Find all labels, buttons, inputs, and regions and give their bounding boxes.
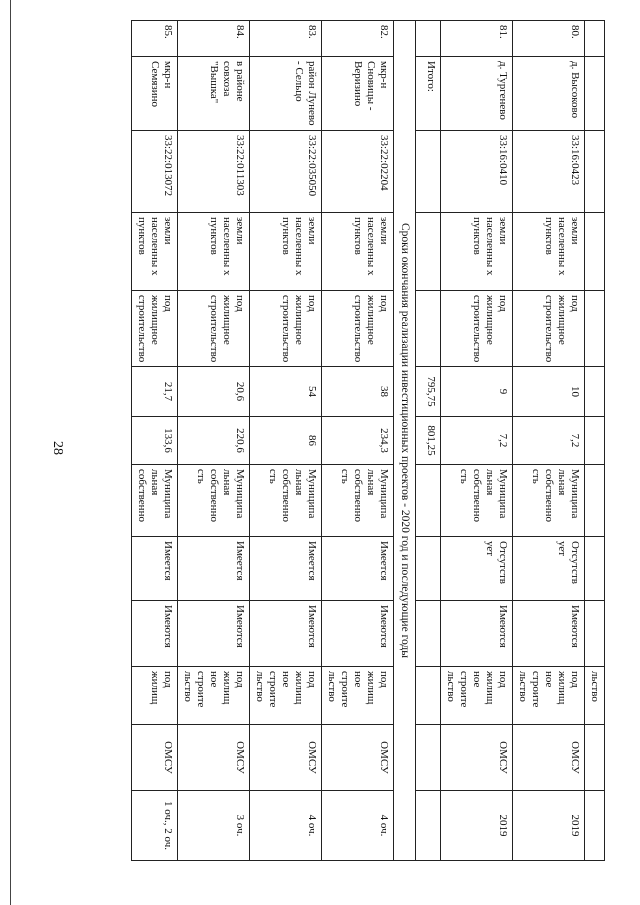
total-value: 801,25 bbox=[416, 417, 441, 465]
land-use: под жилищное строительство bbox=[250, 291, 322, 367]
responsible: ОМСУ bbox=[250, 725, 322, 791]
location-name: д. Высоково bbox=[513, 57, 585, 131]
total-area: 795,75 bbox=[416, 367, 441, 417]
header-fragment: льство bbox=[585, 667, 605, 725]
row-number: 84. bbox=[178, 21, 250, 57]
cadastre-number: 33:22:035050 bbox=[250, 131, 322, 213]
land-use: под жилищное строительство bbox=[322, 291, 394, 367]
ownership: Муниципа льная собственно сть bbox=[441, 465, 513, 537]
table-row bbox=[513, 21, 585, 861]
location-name: мкр-н Сновицы - Веризино bbox=[322, 57, 394, 131]
rotated-table bbox=[105, 20, 605, 860]
value-cell: 7,2 bbox=[513, 417, 585, 465]
total-row bbox=[416, 21, 441, 861]
land-category: земли населенны х пунктов bbox=[513, 213, 585, 291]
infrastructure-2: Имеются bbox=[178, 601, 250, 667]
deadline: 1 оч., 2 оч. bbox=[132, 791, 178, 861]
cadastre-number: 33:22:011303 bbox=[178, 131, 250, 213]
row-number: 81. bbox=[441, 21, 513, 57]
land-use: под жилищное строительство bbox=[178, 291, 250, 367]
purpose: под жилищ ное строите льство bbox=[250, 667, 322, 725]
deadline: 2019 bbox=[441, 791, 513, 861]
value-cell: 234,3 bbox=[322, 417, 394, 465]
section-title: Сроки окончания реализации инвестиционных проектов - 2020 год и последующие годы bbox=[394, 21, 416, 861]
value-cell: 86 bbox=[250, 417, 322, 465]
area-value: 10 bbox=[513, 367, 585, 417]
responsible: ОМСУ bbox=[513, 725, 585, 791]
row-number: 83. bbox=[250, 21, 322, 57]
purpose: под жилищ bbox=[132, 667, 178, 725]
land-category: земли населенны х пунктов bbox=[250, 213, 322, 291]
infrastructure-1: Имеется bbox=[178, 537, 250, 601]
ownership: Муниципа льная собственно сть bbox=[322, 465, 394, 537]
area-value: 38 bbox=[322, 367, 394, 417]
total-label: Итого: bbox=[416, 57, 441, 131]
table-row bbox=[178, 21, 250, 861]
purpose: под жилищ ное строите льство bbox=[322, 667, 394, 725]
responsible: ОМСУ bbox=[132, 725, 178, 791]
ownership: Муниципа льная собственно сть bbox=[513, 465, 585, 537]
ownership: Муниципа льная собственно сть bbox=[250, 465, 322, 537]
location-name: в районе совхоза "Вышка" bbox=[178, 57, 250, 131]
responsible: ОМСУ bbox=[322, 725, 394, 791]
infrastructure-1: Имеется bbox=[322, 537, 394, 601]
area-value: 9 bbox=[441, 367, 513, 417]
cadastre-number: 33:16:0423 bbox=[513, 131, 585, 213]
scan-edge-line bbox=[10, 0, 11, 905]
land-category: земли населенны х пунктов bbox=[441, 213, 513, 291]
land-category: земли населенны х пунктов bbox=[178, 213, 250, 291]
table-row bbox=[322, 21, 394, 861]
purpose: под жилищ ное строите льство bbox=[178, 667, 250, 725]
infrastructure-2: Имеются bbox=[513, 601, 585, 667]
infrastructure-2: Имеются bbox=[441, 601, 513, 667]
infrastructure-1: Имеется bbox=[250, 537, 322, 601]
purpose: под жилищ ное строите льство bbox=[513, 667, 585, 725]
value-cell: 133,6 bbox=[132, 417, 178, 465]
land-category: земли населенны х пунктов bbox=[322, 213, 394, 291]
location-name: д. Тургенево bbox=[441, 57, 513, 131]
infrastructure-1: Отсутств ует bbox=[513, 537, 585, 601]
area-value: 54 bbox=[250, 367, 322, 417]
infrastructure-2: Имеются bbox=[132, 601, 178, 667]
row-number: 82. bbox=[322, 21, 394, 57]
responsible: ОМСУ bbox=[441, 725, 513, 791]
table-row bbox=[250, 21, 322, 861]
table-row bbox=[132, 21, 178, 861]
infrastructure-2: Имеются bbox=[322, 601, 394, 667]
value-cell: 220,6 bbox=[178, 417, 250, 465]
cadastre-number: 33:22:02204 bbox=[322, 131, 394, 213]
table-row bbox=[441, 21, 513, 861]
deadline: 4 оч. bbox=[250, 791, 322, 861]
ownership: Муниципа льная собственно сть bbox=[178, 465, 250, 537]
row-number: 80. bbox=[513, 21, 585, 57]
page-number: 28 bbox=[50, 441, 65, 455]
infrastructure-1: Имеется bbox=[132, 537, 178, 601]
area-value: 21,7 bbox=[132, 367, 178, 417]
land-use: под жилищное строительство bbox=[441, 291, 513, 367]
land-use: под жилищное строительство bbox=[513, 291, 585, 367]
area-value: 20,6 bbox=[178, 367, 250, 417]
infrastructure-1: Отсутств ует bbox=[441, 537, 513, 601]
ownership: Муниципа льная собственно bbox=[132, 465, 178, 537]
location-name: район Лунево - Сельцо bbox=[250, 57, 322, 131]
land-use: под жилищное строительство bbox=[132, 291, 178, 367]
deadline: 3 оч. bbox=[178, 791, 250, 861]
value-cell: 7,2 bbox=[441, 417, 513, 465]
purpose: под жилищ ное строите льство bbox=[441, 667, 513, 725]
cadastre-number: 33:22:013072 bbox=[132, 131, 178, 213]
row-number: 85. bbox=[132, 21, 178, 57]
deadline: 4 оч. bbox=[322, 791, 394, 861]
header-fragment-row bbox=[585, 21, 605, 861]
cadastre-number: 33:16:0410 bbox=[441, 131, 513, 213]
deadline: 2019 bbox=[513, 791, 585, 861]
section-row bbox=[394, 21, 416, 861]
location-name: мкр-н Семязино bbox=[132, 57, 178, 131]
responsible: ОМСУ bbox=[178, 725, 250, 791]
land-category: земли населенны х пунктов bbox=[132, 213, 178, 291]
infrastructure-2: Имеются bbox=[250, 601, 322, 667]
investment-projects-table bbox=[131, 20, 605, 861]
